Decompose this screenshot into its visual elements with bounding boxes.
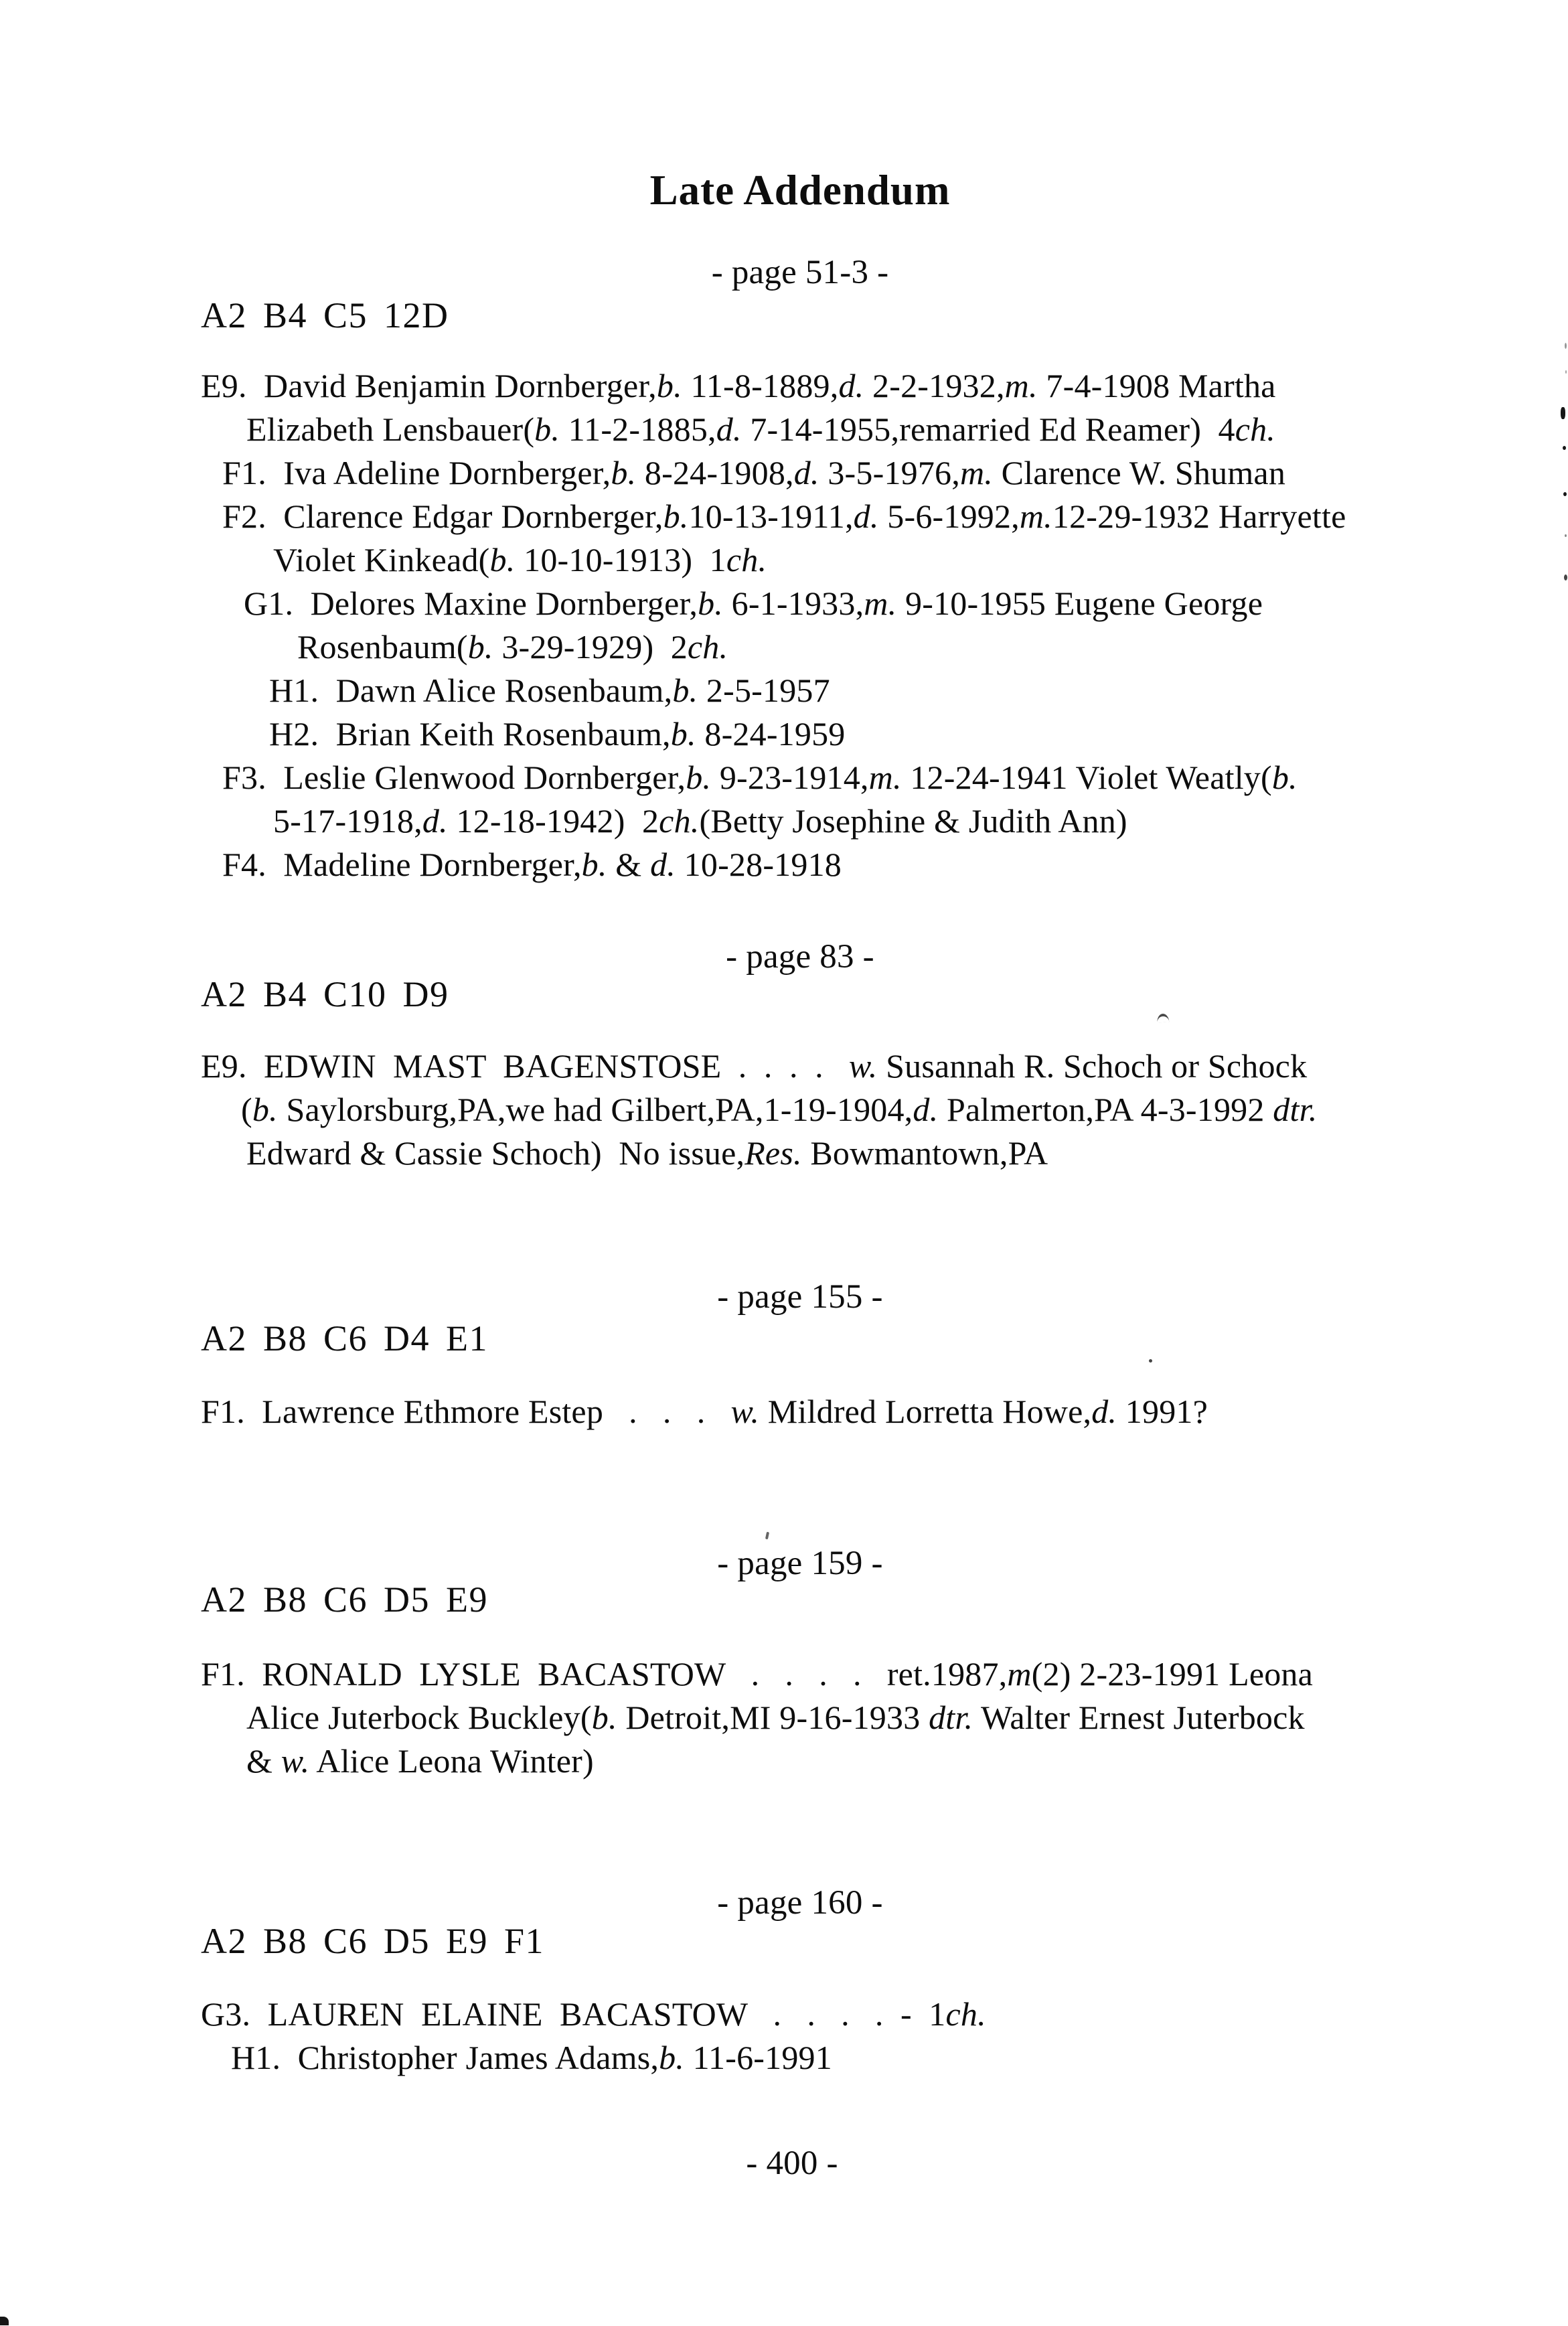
scan-speck [1565, 343, 1567, 349]
entry-line: G3. LAUREN ELAINE BACASTOW . . . . - 1ch. [201, 1995, 986, 2033]
entry-line: Alice Juterbock Buckley(b. Detroit,MI 9-16-1933 dtr. Walter Ernest Juterbock [246, 1699, 1305, 1736]
lineage-code: A2 B8 C6 D5 E9 F1 [201, 1921, 545, 1961]
lineage-code: A2 B8 C6 D5 E9 [201, 1579, 489, 1620]
lineage-code: A2 B8 C6 D4 E1 [201, 1318, 489, 1359]
entry-line: & w. Alice Leona Winter) [246, 1742, 594, 1780]
scan-speck [0, 2317, 9, 2325]
entry-line: H1. Dawn Alice Rosenbaum,b. 2-5-1957 [269, 672, 830, 709]
entry-line: H2. Brian Keith Rosenbaum,b. 8-24-1959 [269, 715, 846, 753]
entry-line: F1. RONALD LYSLE BACASTOW . . . . ret.1987,m(2) 2-23-1991 Leona [201, 1655, 1314, 1693]
page-number-footer: - 400 - [746, 2145, 838, 2182]
entry-line: Violet Kinkead(b. 10-10-1913) 1ch. [273, 541, 767, 578]
lineage-code: A2 B4 C5 12D [201, 295, 449, 335]
page-ref: - page 159 - [717, 1545, 883, 1582]
entry-line: (b. Saylorsburg,PA,we had Gilbert,PA,1-19-1904,d. Palmerton,PA 4-3-1992 dtr. [241, 1091, 1318, 1128]
entry-line: F3. Leslie Glenwood Dornberger,b. 9-23-1914,m. 12-24-1941 Violet Weatly(b. [222, 759, 1298, 796]
scan-speck [1564, 574, 1567, 580]
scan-speck [1563, 492, 1567, 496]
entry-line: F1. Lawrence Ethmore Estep . . . w. Mildred Lorretta Howe,d. 1991? [201, 1393, 1208, 1430]
page-ref: - page 155 - [717, 1278, 883, 1316]
entry-line: Edward & Cassie Schoch) No issue,Res. Bowmantown,PA [246, 1134, 1048, 1172]
entry-line: H1. Christopher James Adams,b. 11-6-1991 [231, 2039, 832, 2076]
scan-caret-mark [1157, 1013, 1170, 1022]
page-ref: - page 83 - [726, 938, 874, 976]
lineage-code: A2 B4 C10 D9 [201, 974, 449, 1014]
scan-speck [1565, 370, 1567, 374]
scan-speck [1561, 407, 1565, 419]
entry-line: Elizabeth Lensbauer(b. 11-2-1885,d. 7-14-1955,remarried Ed Reamer) 4ch. [246, 410, 1276, 448]
scan-speck [1565, 534, 1567, 537]
entry-line: F2. Clarence Edgar Dornberger,b.10-13-1911,d. 5-6-1992,m.12-29-1932 Harryette [222, 497, 1346, 535]
scan-tick-mark [765, 1532, 769, 1540]
entry-line: 5-17-1918,d. 12-18-1942) 2ch.(Betty Josephine & Judith Ann) [273, 802, 1127, 840]
page-title: Late Addendum [649, 167, 951, 214]
scan-speck [1149, 1359, 1152, 1363]
page-ref: - page 160 - [717, 1884, 883, 1922]
entry-line: F1. Iva Adeline Dornberger,b. 8-24-1908,d. 3-5-1976,m. Clarence W. Shuman [222, 454, 1286, 491]
entry-line: Rosenbaum(b. 3-29-1929) 2ch. [297, 628, 728, 666]
entry-line: F4. Madeline Dornberger,b. & d. 10-28-1918 [222, 846, 842, 883]
entry-line: E9. David Benjamin Dornberger,b. 11-8-1889,d. 2-2-1932,m. 7-4-1908 Martha [201, 367, 1276, 404]
scan-speck [1563, 446, 1566, 450]
page-ref: - page 51-3 - [711, 254, 889, 291]
entry-line: E9. EDWIN MAST BAGENSTOSE . . . . w. Susannah R. Schoch or Schock [201, 1047, 1308, 1085]
entry-line: G1. Delores Maxine Dornberger,b. 6-1-1933,m. 9-10-1955 Eugene George [244, 585, 1263, 622]
